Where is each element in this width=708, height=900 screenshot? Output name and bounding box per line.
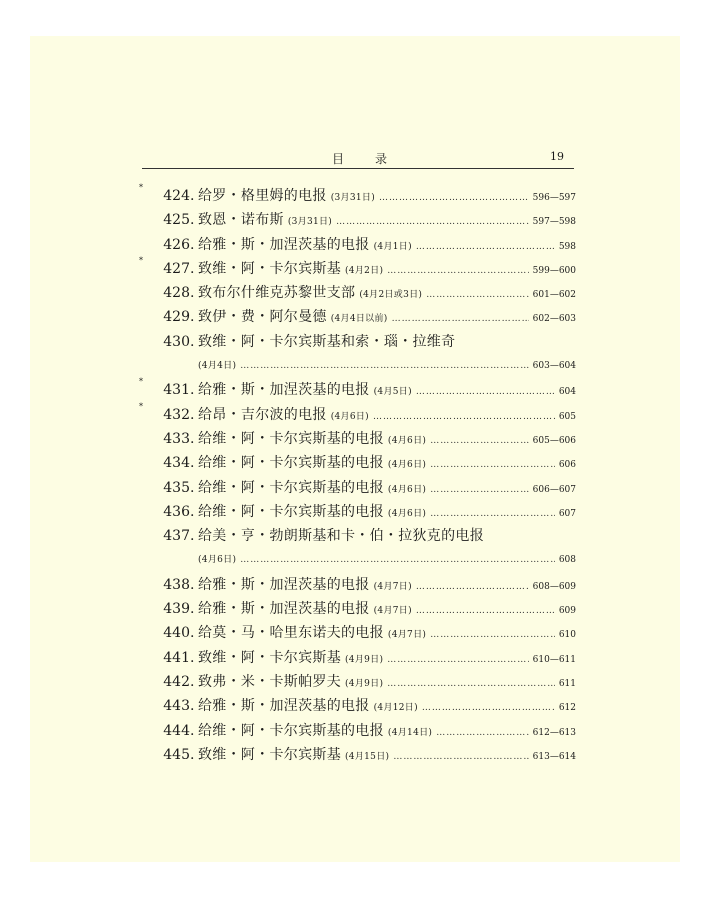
entry-date: (4月15日) (345, 751, 390, 762)
entry-date: (3月31日) (287, 217, 333, 228)
dot-leader (430, 429, 528, 453)
entry-pages: 608—609 (532, 581, 576, 592)
running-title-right: 录 (375, 152, 389, 166)
entry-pages: 597—598 (532, 217, 576, 228)
entry-date: (4月14日) (387, 727, 433, 738)
entry-number: 427 (163, 260, 190, 277)
number-separator: . (190, 601, 195, 618)
entry-number: 434 (163, 455, 190, 472)
star-mark: * (139, 183, 143, 192)
entry-date: (4月6日) (387, 435, 427, 446)
entry-pages: 606 (558, 460, 576, 471)
entry-pages: 610—611 (532, 654, 576, 665)
entry-title: 致维・阿・卡尔宾斯基和索・瑙・拉维奇 (198, 333, 456, 350)
dot-leader (387, 648, 528, 672)
dot-leader (436, 721, 528, 745)
star-mark: * (139, 377, 143, 387)
number-separator: . (190, 333, 195, 350)
entry-date: (4月6日) (387, 484, 427, 495)
toc-entry (140, 597, 576, 621)
number-separator: . (190, 382, 195, 399)
entry-date: (4月6日) (387, 460, 427, 471)
entry-date: (4月6日) (330, 411, 369, 422)
toc-entry (140, 281, 576, 305)
entry-title: 致弗・米・卡斯帕罗夫 (198, 673, 341, 690)
dot-leader (416, 575, 529, 599)
entry-title: 给维・阿・卡尔宾斯基的电报 (198, 722, 384, 739)
toc-entry (140, 694, 576, 718)
entry-date: (4月9日) (345, 654, 384, 665)
toc-entry (140, 670, 576, 694)
dot-leader (416, 599, 555, 623)
entry-date: (4月5日) (373, 387, 412, 398)
number-separator: . (190, 503, 195, 520)
entry-title: 给雅・斯・加涅茨基的电报 (198, 601, 370, 618)
entry-number: 426 (163, 236, 190, 253)
dot-leader (373, 405, 555, 429)
entry-title: 致恩・诺布斯 (198, 212, 284, 229)
entry-title: 给莫・马・哈里东诺夫的电报 (198, 625, 384, 642)
entry-date: (4月2日或3日) (359, 290, 423, 301)
entry-pages: 612 (558, 703, 576, 714)
number-separator: . (190, 236, 195, 253)
toc-entry (140, 427, 576, 451)
entry-pages: 596—597 (532, 193, 576, 203)
table-of-contents (140, 184, 576, 767)
entry-title: 给美・亨・勃朗斯基和卡・伯・拉狄克的电报 (198, 528, 484, 545)
toc-entry (140, 743, 576, 767)
number-separator: . (190, 212, 195, 229)
dot-leader (379, 186, 529, 210)
entry-date: (4月12日) (373, 703, 418, 714)
dot-leader (430, 478, 528, 502)
entry-pages: 604 (558, 387, 576, 398)
entry-title: 致维・阿・卡尔宾斯基 (198, 746, 341, 763)
dot-leader (240, 354, 528, 378)
running-title (332, 150, 388, 167)
number-separator: . (190, 479, 195, 496)
number-separator: . (190, 625, 195, 642)
entry-pages: 609 (558, 606, 576, 617)
entry-date: (4月4日以前) (330, 314, 388, 325)
entry-number: 435 (163, 479, 190, 496)
entry-date: (4月4日) (198, 361, 237, 372)
number-separator: . (190, 406, 195, 423)
entry-pages: 603—604 (532, 361, 576, 372)
dot-leader (387, 672, 555, 696)
entry-pages: 601—602 (532, 290, 576, 301)
dot-leader (393, 745, 528, 769)
entry-title: 致伊・费・阿尔曼德 (198, 309, 327, 326)
entry-pages: 605 (558, 411, 576, 422)
entry-pages: 602—603 (532, 314, 576, 325)
entry-number: 436 (163, 503, 190, 520)
entry-title: 给雅・斯・加涅茨基的电报 (198, 236, 370, 253)
toc-entry (140, 646, 576, 670)
entry-date: (4月7日) (373, 606, 412, 617)
dot-leader (392, 307, 529, 331)
entry-number: 433 (163, 430, 190, 447)
dot-leader (416, 235, 555, 259)
entry-number: 444 (163, 722, 190, 739)
entry-date: (4月9日) (345, 678, 384, 689)
toc-entry (140, 451, 576, 475)
entry-date: (4月6日) (198, 555, 237, 566)
entry-number: 424 (163, 188, 190, 204)
entry-pages: 598 (558, 241, 576, 252)
toc-entry (140, 573, 576, 597)
entry-title: 给雅・斯・加涅茨基的电报 (198, 576, 370, 593)
star-mark: * (139, 255, 143, 265)
dot-leader (430, 502, 555, 526)
entry-title: 给昂・吉尔波的电报 (198, 406, 327, 423)
number-separator: . (190, 576, 195, 593)
number-separator: . (190, 285, 195, 302)
entry-number: 440 (163, 625, 190, 642)
dot-leader (240, 548, 555, 572)
entry-date: (4月6日) (387, 508, 427, 519)
dot-leader (336, 210, 529, 234)
entry-number: 445 (163, 746, 190, 763)
toc-entry (140, 208, 576, 232)
toc-entry (140, 719, 576, 743)
toc-entry (140, 305, 576, 329)
entry-pages: 607 (558, 508, 576, 519)
entry-number: 442 (163, 673, 190, 690)
entry-number: 432 (163, 406, 190, 423)
toc-entry (140, 233, 576, 257)
page-number: 19 (550, 150, 564, 163)
entry-pages: 611 (558, 678, 576, 689)
entry-number: 438 (163, 576, 190, 593)
toc-entry (140, 476, 576, 500)
toc-entry (140, 378, 576, 402)
number-separator: . (190, 698, 195, 715)
toc-entry (140, 184, 576, 208)
toc-entry (140, 500, 576, 524)
entry-number: 443 (163, 698, 190, 715)
entry-title: 给维・阿・卡尔宾斯基的电报 (198, 479, 384, 496)
dot-leader (430, 623, 555, 647)
entry-number: 439 (163, 601, 190, 618)
dot-leader (426, 283, 528, 307)
toc-entry (140, 257, 576, 281)
dot-leader (422, 696, 555, 720)
dot-leader (387, 259, 528, 283)
entry-pages: 606—607 (532, 484, 576, 495)
number-separator: . (190, 188, 195, 204)
toc-entry (140, 403, 576, 427)
entry-pages: 610 (558, 630, 576, 641)
entry-number: 428 (163, 285, 190, 302)
toc-entry (140, 330, 576, 379)
number-separator: . (190, 649, 195, 666)
toc-entry (140, 621, 576, 645)
number-separator: . (190, 430, 195, 447)
entry-pages: 612—613 (532, 727, 576, 738)
number-separator: . (190, 455, 195, 472)
entry-title: 给维・阿・卡尔宾斯基的电报 (198, 503, 384, 520)
dot-leader (430, 453, 555, 477)
entry-pages: 613—614 (532, 751, 576, 762)
number-separator: . (190, 722, 195, 739)
entry-number: 430 (163, 333, 190, 350)
entry-date: (4月7日) (387, 630, 427, 641)
toc-entry (140, 524, 576, 573)
entry-number: 425 (163, 212, 190, 229)
entry-pages: 599—600 (532, 265, 576, 276)
entry-title: 给雅・斯・加涅茨基的电报 (198, 382, 370, 399)
number-separator: . (190, 673, 195, 690)
entry-title: 给维・阿・卡尔宾斯基的电报 (198, 455, 384, 472)
entry-number: 437 (163, 528, 190, 545)
entry-title: 致维・阿・卡尔宾斯基 (198, 649, 341, 666)
entry-date: (4月2日) (345, 265, 384, 276)
entry-date: (4月1日) (373, 241, 412, 252)
dot-leader (416, 380, 555, 404)
page-header (142, 150, 574, 169)
entry-title: 给雅・斯・加涅茨基的电报 (198, 698, 370, 715)
entry-title: 致布尔什维克苏黎世支部 (198, 285, 356, 302)
entry-pages: 608 (558, 555, 576, 566)
entry-number: 441 (163, 649, 190, 666)
number-separator: . (190, 746, 195, 763)
entry-number: 431 (163, 382, 190, 399)
running-title-left: 目 (332, 152, 346, 166)
entry-title: 给维・阿・卡尔宾斯基的电报 (198, 430, 384, 447)
entry-title: 致维・阿・卡尔宾斯基 (198, 260, 341, 277)
number-separator: . (190, 528, 195, 545)
entry-date: (3月31日) (330, 193, 376, 203)
entry-date: (4月7日) (373, 581, 412, 592)
star-mark: * (139, 401, 143, 411)
number-separator: . (190, 309, 195, 326)
entry-pages: 605—606 (532, 435, 576, 446)
number-separator: . (190, 260, 195, 277)
entry-number: 429 (163, 309, 190, 326)
entry-title: 给罗・格里姆的电报 (198, 188, 327, 204)
